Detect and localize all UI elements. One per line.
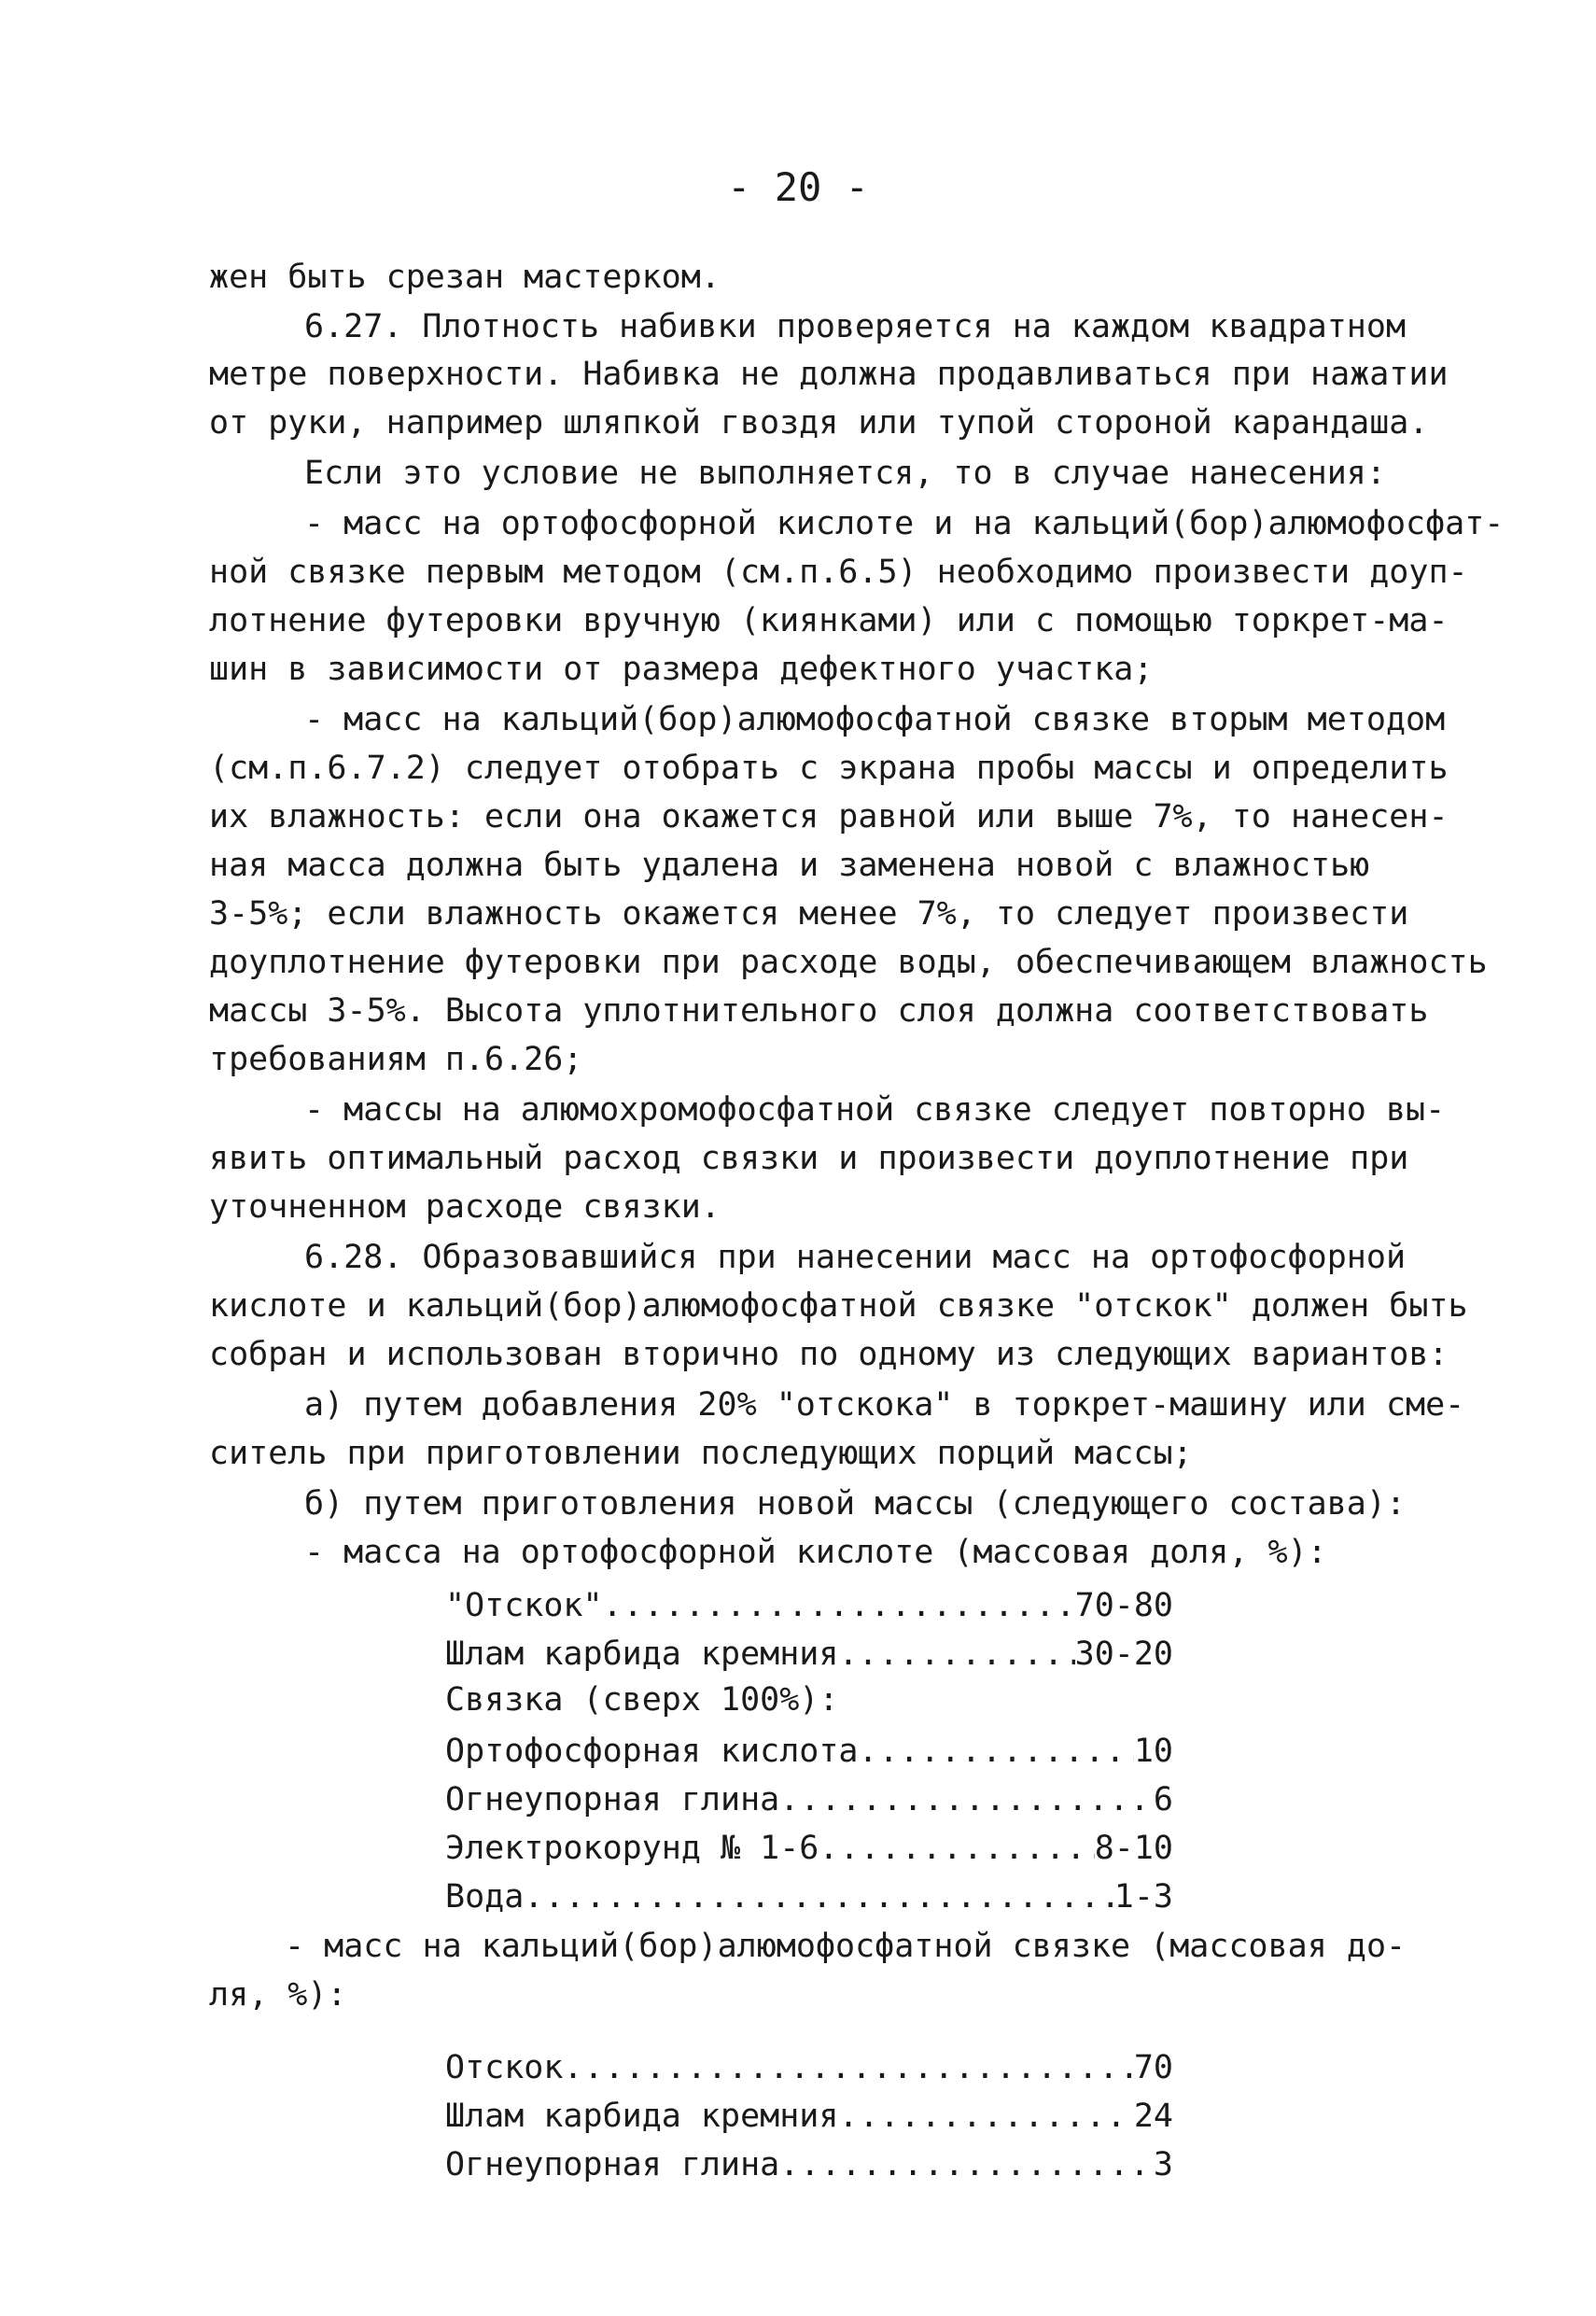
composition-row [445,1733,1173,1770]
ingredient-value: 70 [1133,2049,1173,2086]
ingredient-name: Ортофосфорная кислота [445,1733,859,1770]
ingredient-name: "Отскок" [445,1587,603,1624]
list-item-start: б) путем приготовления новой массы (следующего состава): [304,1485,1407,1523]
text-line: 3-5%; если влажность окажется менее 7%, то следует произвести [209,895,1409,933]
composition-row [445,1635,1173,1673]
list-item-start: - масс на ортофосфорной кислоте и на кальций(бор)алюмофосфат- [304,505,1505,542]
text-line: собран и использован вторично по одному из следующих вариантов: [209,1336,1449,1373]
list-item-start: - масс на кальций(бор)алюмофосфатной связке вторым методом [304,701,1446,738]
list-item-start: - масса на ортофосфорной кислоте (массовая доля, %): [304,1534,1327,1571]
text-line: ля, %): [209,1976,347,2014]
composition-row [445,2049,1173,2086]
ingredient-value: 30-20 [1074,1635,1173,1673]
ingredient-name: Шлам карбида кремния. [445,1635,859,1673]
paragraph-6-27-start: 6.27. Плотность набивки проверяется на каждом квадратном [304,308,1407,345]
ingredient-name: Отскок [445,2049,564,2086]
ingredient-value: 8-10 [1094,1830,1173,1867]
text-line: Если это условие не выполняется, то в случае нанесения: [304,455,1386,492]
ingredient-name: Электрокорунд № 1-6 [445,1830,819,1867]
text-line: (см.п.6.7.2) следует отобрать с экрана пробы массы и определить [209,750,1449,787]
text-line: ной связке первым методом (см.п.6.5) необходимо произвести доуп- [209,554,1468,591]
binder-heading: Связка (сверх 100%): [445,1681,839,1719]
text-line: кислоте и кальций(бор)алюмофосфатной связке "отскок" должен быть [209,1287,1468,1325]
paragraph-6-28-start: 6.28. Образовавшийся при нанесении масс на ортофосфорной [304,1239,1407,1276]
list-item-start: - массы на алюмохромофосфатной связке следует повторно вы- [304,1091,1446,1129]
text-line: требованиям п.6.26; [209,1041,583,1078]
composition-row [445,1781,1173,1818]
text-line: массы 3-5%. Высота уплотнительного слоя должна соответствовать [209,992,1429,1030]
composition-row [445,2098,1173,2135]
text-line: ная масса должна быть удалена и заменена новой с влажностью [209,847,1370,884]
text-line: доуплотнение футеровки при расходе воды, обеспечивающем влажность [209,944,1488,981]
ingredient-value: 10 [1133,1733,1173,1770]
text-line: уточненном расходе связки. [209,1188,721,1226]
ingredient-value: 3 [1153,2146,1173,2183]
ingredient-name: Шлам карбида кремния [445,2098,839,2135]
text-line: их влажность: если она окажется равной или выше 7%, то нанесен- [209,798,1449,835]
composition-row [445,1830,1173,1867]
text-line: явить оптимальный расход связки и произвести доуплотнение при [209,1140,1409,1177]
composition-row [445,1587,1173,1624]
text-line: ситель при приготовлении последующих порций массы; [209,1435,1193,1472]
text-line: метре поверхности. Набивка не должна продавливаться при нажатии [209,356,1449,393]
text-line: жен быть срезан мастерком. [209,259,721,296]
ingredient-name: Огнеупорная глина [445,1781,780,1818]
list-item-start: а) путем добавления 20% "отскока" в торкрет-машину или сме- [304,1386,1465,1424]
text-line: от руки, например шляпкой гвоздя или тупой стороной карандаша. [209,404,1429,442]
composition-row [445,2146,1173,2183]
ingredient-value: 6 [1153,1781,1173,1818]
ingredient-value: 70-80 [1074,1587,1173,1624]
text-line: шин в зависимости от размера дефектного участка; [209,651,1154,688]
ingredient-value: 1-3 [1113,1878,1173,1916]
ingredient-name: Вода [445,1878,525,1916]
list-item-start: - масс на кальций(бор)алюмофосфатной связке (массовая до- [285,1928,1407,1965]
ingredient-value: 24 [1133,2098,1173,2135]
text-line: лотнение футеровки вручную (киянками) или с помощью торкрет-ма- [209,602,1449,639]
page-number: - 20 - [727,164,869,210]
composition-row [445,1878,1173,1916]
ingredient-name: Огнеупорная глина [445,2146,780,2183]
